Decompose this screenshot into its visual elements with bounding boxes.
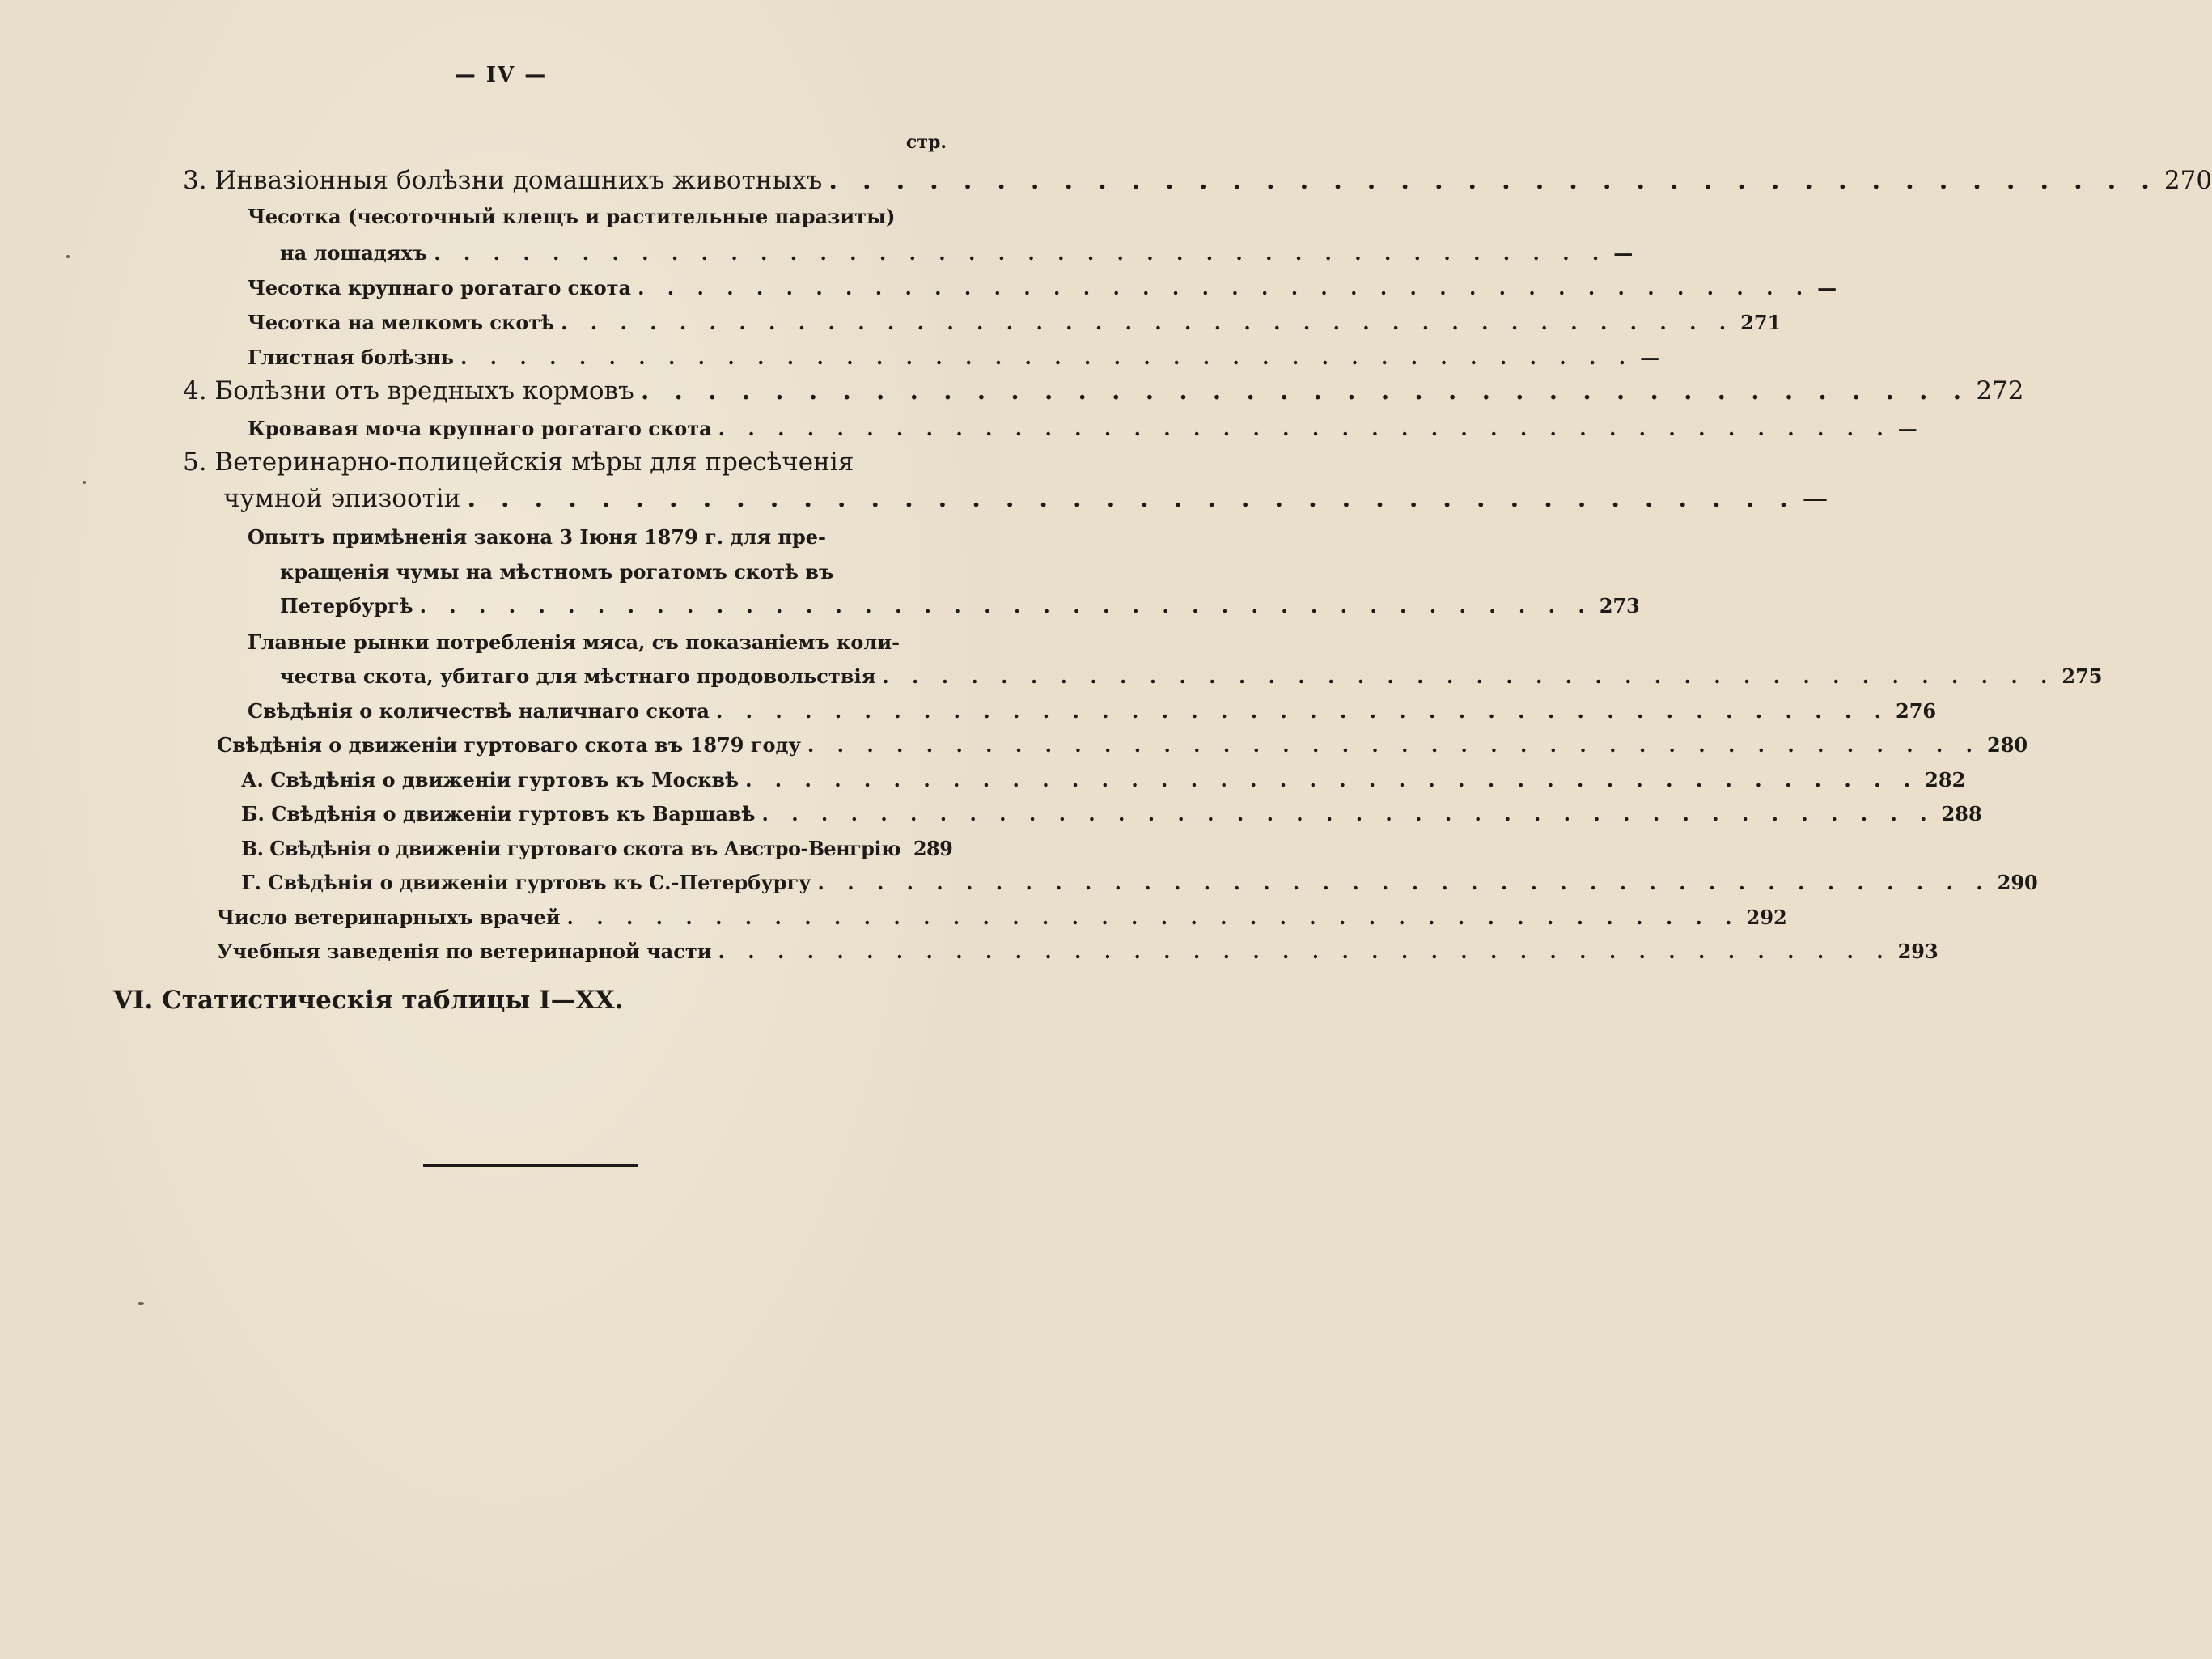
toc-entry-text: Учебныя заведенія по ветеринарной части [217,940,712,963]
toc-entry-text: на лошадяхъ [280,241,428,265]
toc-entry-section-3[interactable] [183,166,2212,195]
toc-entry-text: Петербургѣ [280,594,413,617]
toc-entry-helminths[interactable] [248,346,1660,369]
toc-page-number: 275 [2062,664,2103,688]
toc-page-number: 288 [1941,802,1982,825]
toc-entry-plague-experience[interactable] [280,594,1640,617]
toc-entry-herds-petersburg[interactable] [241,871,2038,894]
toc-entry-text: Свѣдѣнія о количествѣ наличнаго скота [248,699,710,723]
paper-speck [66,255,70,258]
toc-entry-scabies-small[interactable] [248,311,1782,334]
dot-leader: . . . . . . . . . . . . . . . . . . . . . . . . . . . . . . . . . . . . . . . . [761,802,1935,825]
toc-page-number: 282 [1925,768,1966,791]
dot-leader: . . . . . . . . . . . . . . . . . . . . . . . . . . . . . . . . . . . . . . . . [807,733,1981,757]
toc-page-number: 270 [2163,166,2212,195]
toc-entry-text: Свѣдѣнія о движеніи гуртоваго скота въ 1879 году [217,733,801,757]
dot-leader: . . . . . . . . . . . . . . . . . . . . . . . . . . . . . . . . . . . . . . . . [419,594,1593,617]
dot-leader: . . . . . . . . . . . . . . . . . . . . . . . . . . . . . . . . . . . . . . . . [718,940,1892,963]
toc-page-number: 273 [1599,594,1640,617]
toc-entry-scabies-cattle[interactable] [248,276,1837,299]
toc-entry-text: Б. Свѣдѣнія о движеніи гуртовъ къ Варшавѣ [241,802,756,825]
dot-leader: . . . . . . . . . . . . . . . . . . . . . . . . . . . . . . . . . . . . . . . . [745,768,1919,791]
toc-entry-line: Чесотка (чесоточный клещъ и растительные паразиты) [248,205,896,228]
toc-entry-text: чумной эпизоотіи [223,484,461,513]
toc-entry-bloody-urine[interactable] [248,417,1917,440]
dot-leader: . . . . . . . . . . . . . . . . . . . . . . . . . . . . . . . . . . . . . . . . [828,166,2158,195]
dot-leader: . . . . . . . . . . . . . . . . . . . . . . . . . . . . . . . . . . . . . . . . [566,906,1740,929]
toc-entry-text: В. Свѣдѣнія о движеніи гуртоваго скота въ Австро-Венгрію [241,837,900,860]
toc-page-number: — [1897,417,1917,440]
toc-page-number: 293 [1897,940,1939,963]
toc-page-number: — [1817,276,1837,299]
page-column-label: стр. [905,132,947,153]
toc-entry-herd-movement[interactable] [217,733,2028,757]
toc-entry-text: 4. Болѣзни отъ вредныхъ кормовъ [183,376,634,405]
toc-entry-cattle-count[interactable] [248,699,1937,723]
dot-leader: . . . . . . . . . . . . . . . . . . . . . . . . . . . . . . . . . . . . . . . . [817,871,1991,894]
toc-page-number: 289 [913,837,953,860]
toc-entry-line: Опытъ примѣненія закона 3 Іюня 1879 г. для пре- [248,525,827,549]
toc-entry-herds-moscow[interactable] [241,768,1966,791]
toc-page-number: — [1802,484,1828,513]
toc-entry-vet-schools[interactable] [217,940,1939,963]
toc-entry-text: Г. Свѣдѣнія о движеніи гуртовъ къ С.-Петербургу [241,871,811,894]
dot-leader: . . . . . . . . . . . . . . . . . . . . . . . . . . . . . . . . . . . . . . . . [640,376,1970,405]
paper-speck [138,1302,144,1305]
page-header: — IV — [454,63,548,87]
dot-leader: . . . . . . . . . . . . . . . . . . . . . . . . . . . . . . . . . . . . . . . . [561,311,1735,334]
toc-entry-herds-warsaw[interactable] [241,802,1982,825]
toc-entry-line: 5. Ветеринарно-полицейскія мѣры для пресѣченія [183,448,854,477]
toc-page-number: — [1613,241,1634,265]
toc-entry-section-5[interactable] [223,484,1828,513]
dot-leader: . . . . . . . . . . . . . . . . . . . . . . . . . . . . . . . . . . . . . . . . [467,484,1796,513]
dot-leader: . . . . . . . . . . . . . . . . . . . . . . . . . . . . . . . . . . . . . . . . [882,664,2056,688]
toc-page-number: 290 [1997,871,2038,894]
toc-page-number: 280 [1987,733,2028,757]
toc-entry-meat-markets[interactable] [280,664,2103,688]
toc-section-6[interactable]: VI. Статистическія таблицы I—XX. [113,986,624,1015]
dot-leader: . . . . . . . . . . . . . . . . . . . . . . . . . . . . . . . . . . . . . . . . [460,346,1634,369]
toc-entry-vet-doctors[interactable] [217,906,1787,929]
dot-leader: . . . . . . . . . . . . . . . . . . . . . . . . . . . . . . . . . . . . . . . . [638,276,1812,299]
toc-entry-text: Кровавая моча крупнаго рогатаго скота [248,417,712,440]
toc-entry-section-4[interactable] [183,376,2024,405]
toc-entry-text: Число ветеринарныхъ врачей [217,906,561,929]
toc-page-number: — [1640,346,1660,369]
toc-entry-text: Чесотка крупнаго рогатаго скота [248,276,632,299]
dot-leader: . . . . . . . . . . . . . . . . . . . . . . . . . . . . . . . . . . . . . . . . [715,699,1890,723]
toc-entry-line: кращенія чумы на мѣстномъ рогатомъ скотѣ въ [280,560,834,583]
toc-page-number: 292 [1746,906,1787,929]
toc-entry-text: Чесотка на мелкомъ скотѣ [248,311,555,334]
toc-entry-text: 3. Инвазіонныя болѣзни домашнихъ животныхъ [183,166,823,195]
toc-page-number: 276 [1896,699,1937,723]
closing-rule [423,1164,638,1167]
toc-entry-text: Глистная болѣзнь [248,346,454,369]
toc-entry-text: А. Свѣдѣнія о движеніи гуртовъ къ Москвѣ [241,768,739,791]
dot-leader: . . . . . . . . . . . . . . . . . . . . . . . . . . . . . . . . . . . . . . . . [718,417,1892,440]
toc-page-number: 272 [1976,376,2024,405]
toc-entry-scabies-horses[interactable] [280,241,1634,265]
dot-leader: . . . . . . . . . . . . . . . . . . . . . . . . . . . . . . . . . . . . . . . . [434,241,1608,265]
toc-entry-line: Главные рынки потребленія мяса, съ показаніемъ коли- [248,630,900,654]
paper-speck [83,481,86,484]
toc-entry-text: чества скота, убитаго для мѣстнаго продовольствія [280,664,876,688]
toc-entry-herds-austria[interactable] [241,837,953,860]
toc-page-number: 271 [1740,311,1782,334]
